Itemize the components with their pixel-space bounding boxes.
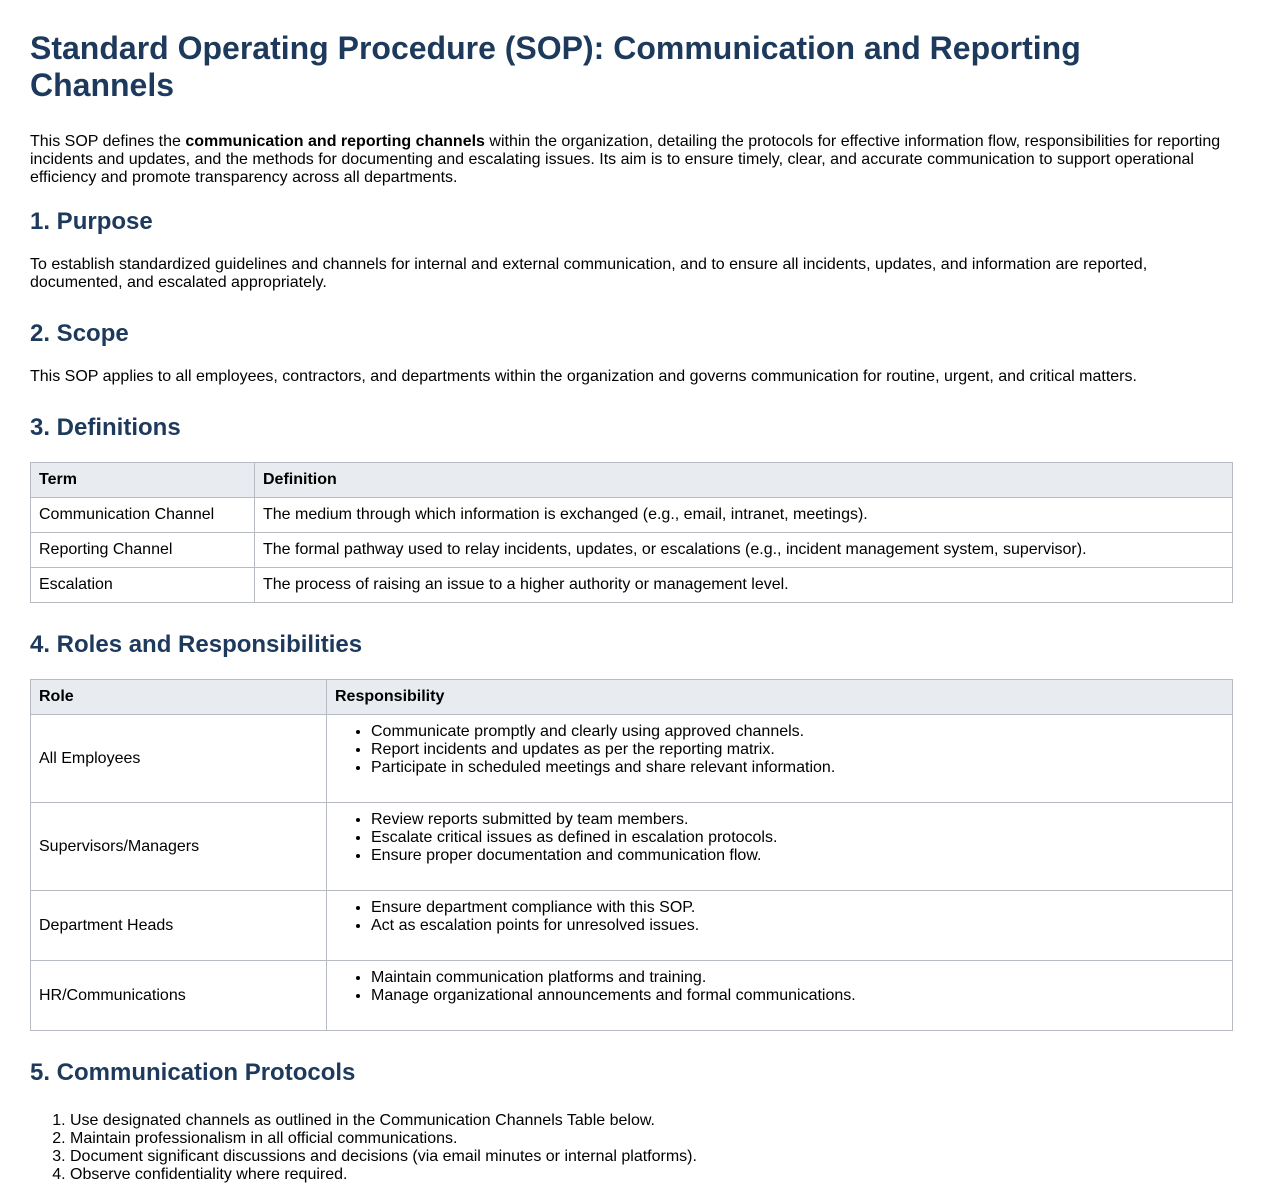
page-title: Standard Operating Procedure (SOP): Communication and Reporting Channels [30, 30, 1081, 103]
roles-heading: 4. Roles and Responsibilities [30, 631, 363, 658]
list-item: • Maintain communication platforms and training. [371, 969, 1224, 987]
table-row [31, 498, 1233, 533]
definitions-table [30, 462, 1233, 603]
table-row [31, 891, 1233, 961]
role-cell: HR/Communications [31, 961, 327, 1031]
list-item: • Review reports submitted by team members. [371, 811, 1224, 829]
table-row [31, 803, 1233, 891]
list-item: • Ensure proper documentation and communication flow. [371, 847, 1224, 865]
intro-text-start: This SOP defines the [30, 133, 186, 150]
table-header-row [31, 680, 1233, 715]
list-item: • Manage organizational announcements and formal communications. [371, 987, 1224, 1005]
column-header-term: Term [31, 463, 255, 498]
definition-cell: The formal pathway used to relay incidents, updates, or escalations (e.g., incident management system, supervisor). [255, 533, 1233, 568]
term-cell: Communication Channel [31, 498, 255, 533]
intro-bold-text: communication and reporting channels [185, 133, 485, 150]
list-item: • Escalate critical issues as defined in escalation protocols. [371, 829, 1224, 847]
responsibility-list [335, 811, 1224, 865]
scope-text: This SOP applies to all employees, contractors, and departments within the organization and governs communication for routine, urgent, and critical matters. [30, 368, 1137, 385]
list-item: • Ensure department compliance with this SOP. [371, 899, 1224, 917]
intro-paragraph [30, 133, 1233, 187]
column-header-responsibility: Responsibility [327, 680, 1233, 715]
list-item: 2. Maintain professionalism in all official communications. [70, 1130, 1233, 1148]
list-item: • Act as escalation points for unresolved issues. [371, 917, 1224, 935]
list-item: 4. Observe confidentiality where required. [70, 1166, 1233, 1184]
column-header-definition: Definition [255, 463, 1233, 498]
roles-table [30, 679, 1233, 1031]
scope-heading: 2. Scope [30, 320, 129, 347]
responsibility-cell [327, 715, 1233, 803]
responsibility-list [335, 969, 1224, 1005]
role-cell: Department Heads [31, 891, 327, 961]
table-row [31, 961, 1233, 1031]
list-item: • Participate in scheduled meetings and share relevant information. [371, 759, 1224, 777]
table-header-row [31, 463, 1233, 498]
column-header-role: Role [31, 680, 327, 715]
list-item: 1. Use designated channels as outlined in the Communication Channels Table below. [70, 1112, 1233, 1130]
intro-text-end: within the organization, detailing the protocols for effective information flow, responsibilities for reporting incidents and updates, and the methods for documenting and escalating issues. Its aim is to ensure timely, clear, and accurate communication to support operational efficiency and promote transparency across all departments. [30, 133, 1221, 186]
responsibility-cell [327, 961, 1233, 1031]
definition-cell: The medium through which information is exchanged (e.g., email, intranet, meetings). [255, 498, 1233, 533]
role-cell: Supervisors/Managers [31, 803, 327, 891]
protocols-heading: 5. Communication Protocols [30, 1059, 356, 1086]
term-cell: Escalation [31, 568, 255, 603]
definition-cell: The process of raising an issue to a higher authority or management level. [255, 568, 1233, 603]
purpose-heading: 1. Purpose [30, 208, 153, 235]
table-row [31, 533, 1233, 568]
list-item: • Communicate promptly and clearly using approved channels. [371, 723, 1224, 741]
protocols-list [30, 1112, 1233, 1184]
responsibility-cell [327, 891, 1233, 961]
list-item: 3. Document significant discussions and decisions (via email minutes or internal platforms). [70, 1148, 1233, 1166]
list-item: • Report incidents and updates as per the reporting matrix. [371, 741, 1224, 759]
role-cell: All Employees [31, 715, 327, 803]
responsibility-cell [327, 803, 1233, 891]
definitions-heading: 3. Definitions [30, 414, 181, 441]
table-row [31, 715, 1233, 803]
responsibility-list [335, 723, 1224, 777]
responsibility-list [335, 899, 1224, 935]
term-cell: Reporting Channel [31, 533, 255, 568]
purpose-text: To establish standardized guidelines and channels for internal and external communication, and to ensure all incidents, updates, and information are reported, documented, and escalated appropriately. [30, 256, 1148, 291]
table-row [31, 568, 1233, 603]
